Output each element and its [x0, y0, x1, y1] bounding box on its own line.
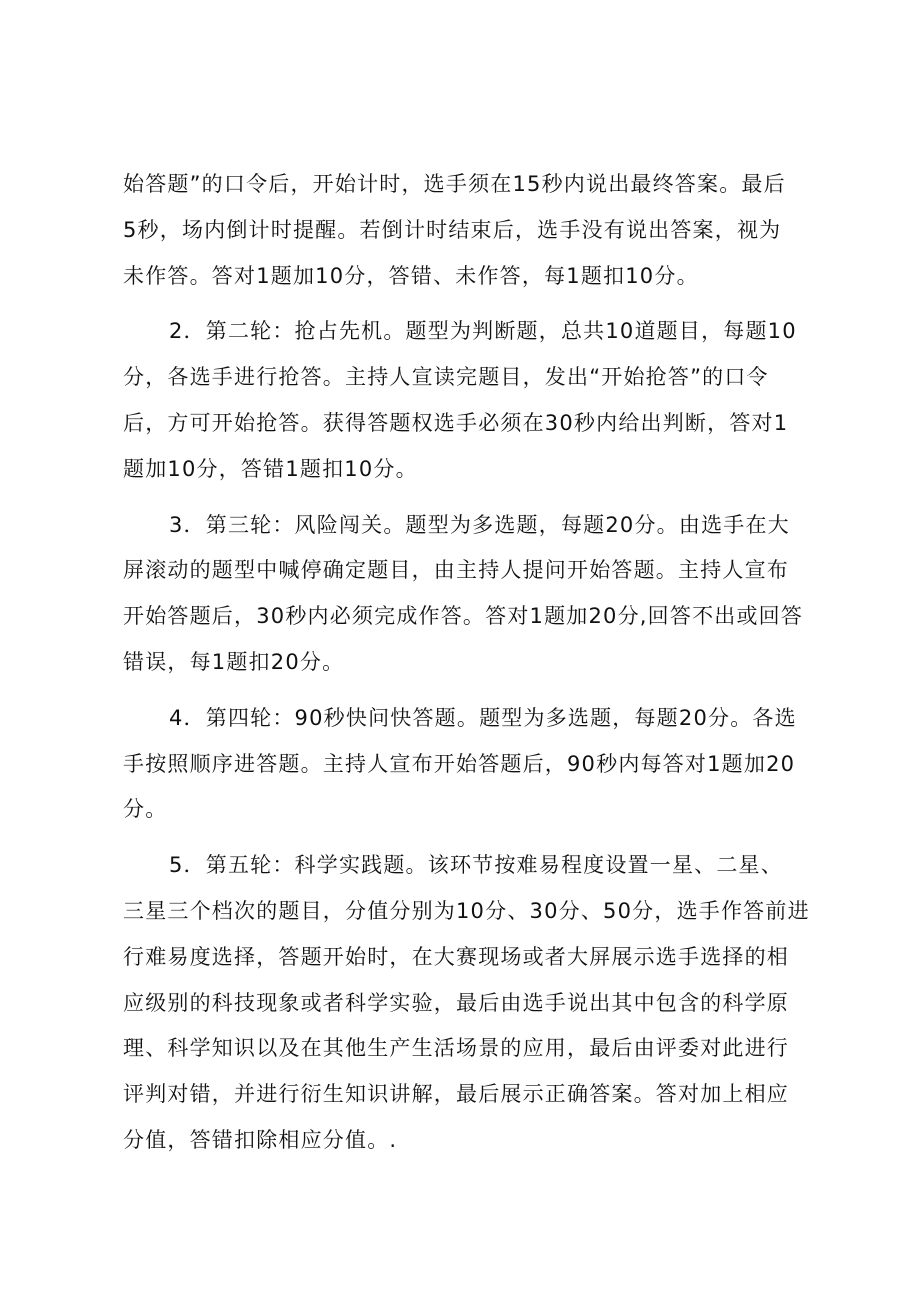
- text-line: 应级别的科技现象或者科学实验，最后由选手说出其中包含的科学原: [123, 990, 789, 1015]
- text-line: 4．第四轮：90秒快问快答题。题型为多选题，每题20分。各选: [169, 705, 797, 730]
- text-line: 后，方可开始抢答。获得答题权选手必须在30秒内给出判断，答对1: [123, 410, 789, 435]
- text-line: 分，各选手进行抢答。主持人宣读完题目，发出“开始抢答”的口令: [123, 365, 769, 390]
- paragraph-round5: [123, 843, 813, 1164]
- text-line: 错误，每1题扣20分。: [123, 649, 345, 674]
- text-line: 分。: [123, 797, 168, 822]
- text-line: 开始答题后，30秒内必须完成作答。答对1题加20分,回答不出或回答: [123, 604, 804, 629]
- text-line: 3．第三轮：风险闯关。题型为多选题，每题20分。由选手在大: [169, 512, 790, 537]
- text-line: 题加10分，答错1题扣10分。: [123, 456, 418, 481]
- text-line: 理、科学知识以及在其他生产生活场景的应用，最后由评委对此进行: [123, 1036, 789, 1061]
- text-line: 行难易度选择，答题开始时，在大赛现场或者大屏展示选手选择的相: [123, 944, 789, 969]
- text-line: 未作答。答对1题加10分，答错、未作答，每1题扣10分。: [123, 263, 699, 288]
- text-line: 分值，答错扣除相应分值。.: [123, 1127, 398, 1152]
- text-line: 5．第五轮：科学实践题。该环节按难易程度设置一星、二星、: [169, 853, 783, 878]
- document-body: [123, 162, 813, 1174]
- text-line: 三星三个档次的题目，分值分别为10分、30分、50分，选手作答前进: [123, 898, 810, 923]
- text-line: 5秒，场内倒计时提醒。若倒计时结束后，选手没有说出答案，视为: [123, 217, 782, 242]
- paragraph-round4: [123, 696, 813, 833]
- text-line: 2．第二轮：抢占先机。题型为判断题，总共10道题目，每题10: [169, 319, 797, 344]
- text-line: 评判对错，并进行衍生知识讲解，最后展示正确答案。答对加上相应: [123, 1082, 789, 1107]
- text-line: 手按照顺序进答题。主持人宣布开始答题后，90秒内每答对1题加20: [123, 751, 796, 776]
- paragraph-round2: [123, 309, 813, 492]
- text-line: 屏滚动的题型中喊停确定题目，由主持人提问开始答题。主持人宣布: [123, 558, 789, 583]
- paragraph-round3: [123, 503, 813, 686]
- text-line: 始答题”的口令后，开始计时，选手须在15秒内说出最终答案。最后: [123, 172, 786, 196]
- paragraph-round1-continuation: [123, 162, 813, 299]
